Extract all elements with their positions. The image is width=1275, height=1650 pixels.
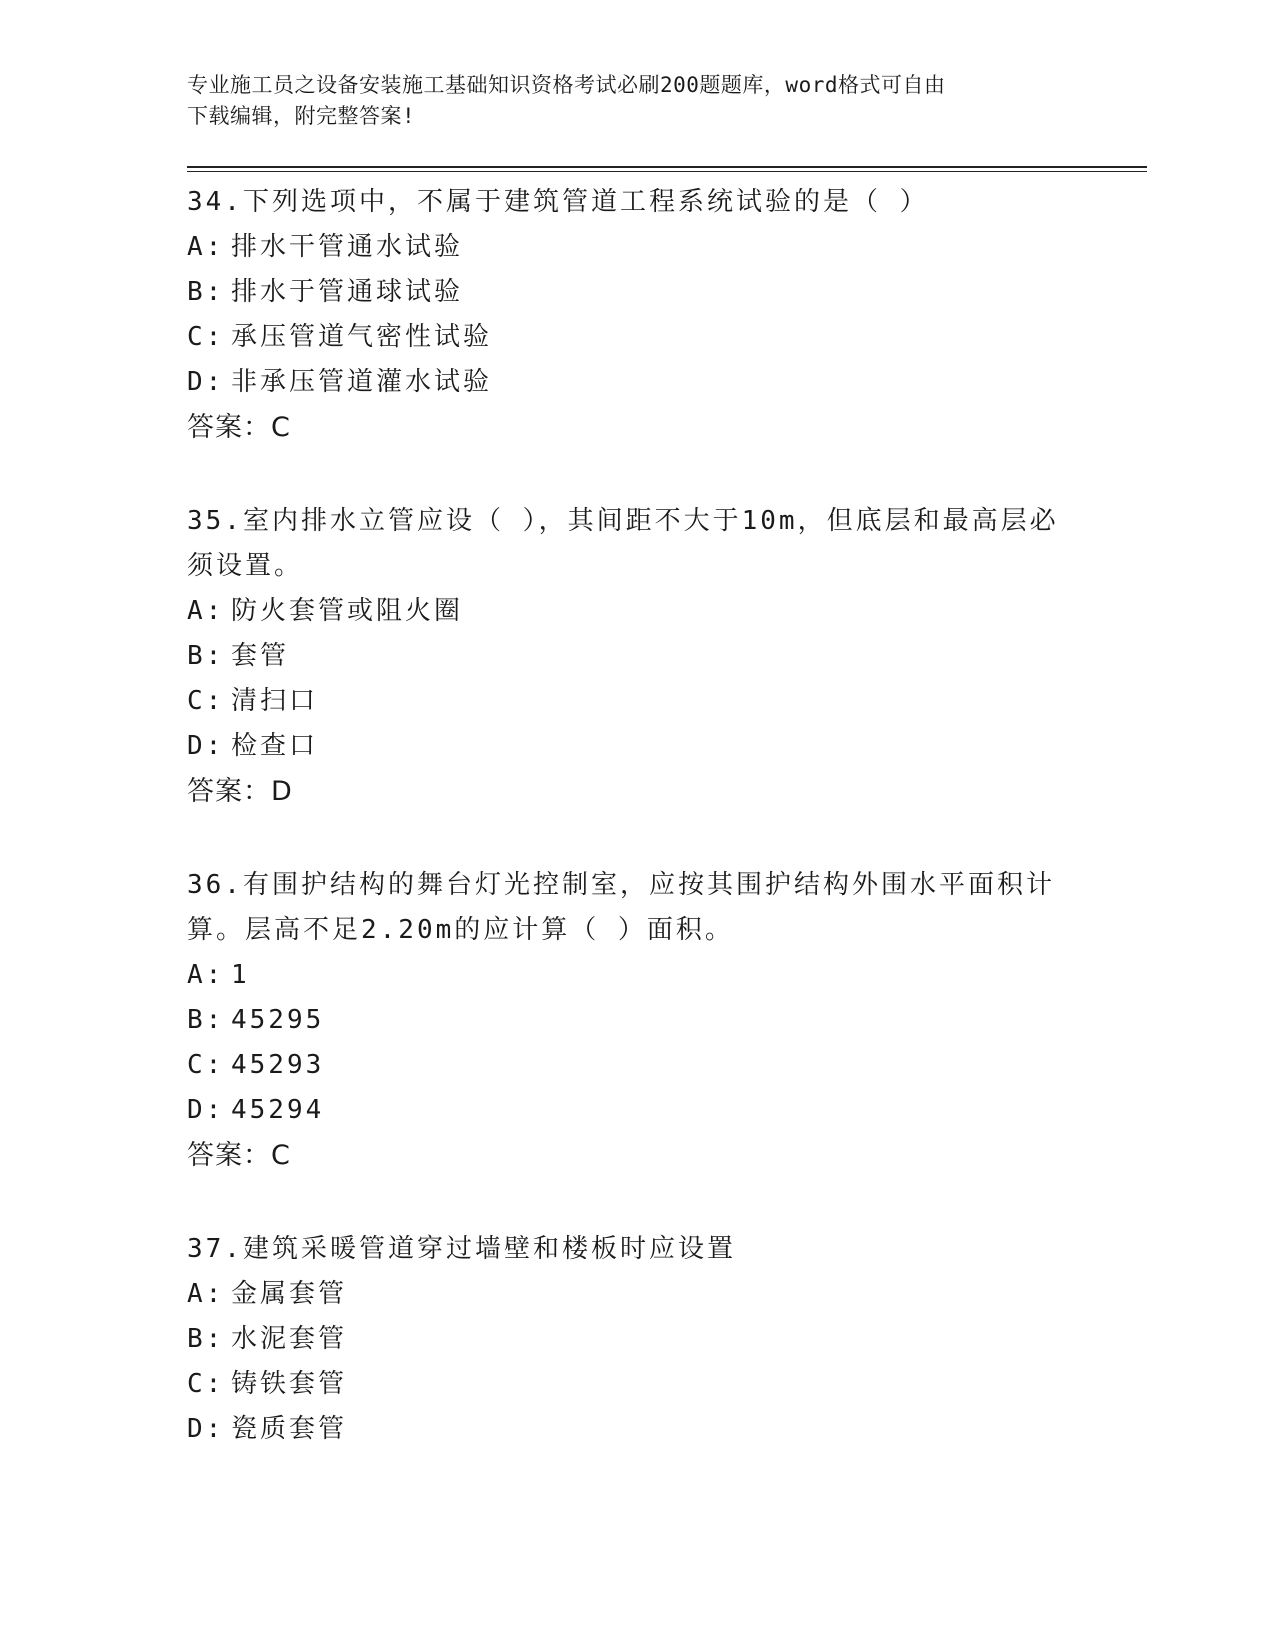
option-d (187, 360, 1147, 405)
option-text: 套管 (231, 641, 290, 671)
option-a (187, 1272, 1147, 1317)
option-text: 防火套管或阻火圈 (231, 596, 464, 626)
option-text: 排水干管通水试验 (231, 232, 464, 262)
option-text: 45294 (231, 1095, 325, 1125)
question-stem: 34.下列选项中，不属于建筑管道工程系统试验的是（ ） (187, 187, 929, 217)
question-stem: 37.建筑采暖管道穿过墙壁和楼板时应设置 (187, 1234, 736, 1264)
answer-line: 答案：D (187, 776, 293, 807)
option-d (187, 1088, 1147, 1133)
option-letter: C: (187, 1369, 225, 1399)
option-letter: B: (187, 641, 225, 671)
option-c (187, 315, 1147, 360)
option-c (187, 679, 1147, 724)
option-b (187, 270, 1147, 315)
option-letter: A: (187, 960, 225, 990)
option-letter: A: (187, 232, 225, 262)
option-b (187, 998, 1147, 1043)
option-text: 45293 (231, 1050, 325, 1080)
option-text: 铸铁套管 (231, 1369, 348, 1399)
header-line-1: 专业施工员之设备安装施工基础知识资格考试必刷200题题库，word格式可自由 (187, 73, 946, 97)
document-page (187, 70, 1147, 1500)
option-letter: A: (187, 1279, 225, 1309)
question-34 (187, 180, 1147, 451)
option-d (187, 1407, 1147, 1452)
option-letter: C: (187, 686, 225, 716)
option-text: 检查口 (231, 731, 319, 761)
option-letter: B: (187, 277, 225, 307)
question-36 (187, 863, 1147, 1179)
header-divider-thin (187, 171, 1147, 172)
option-a (187, 225, 1147, 270)
option-c (187, 1043, 1147, 1088)
option-d (187, 724, 1147, 769)
header-line-2: 下载编辑，附完整答案! (187, 104, 416, 128)
option-c (187, 1362, 1147, 1407)
header-divider (187, 166, 1147, 168)
option-a (187, 953, 1147, 998)
option-text: 金属套管 (231, 1279, 348, 1309)
option-letter: C: (187, 322, 225, 352)
option-b (187, 634, 1147, 679)
question-list (187, 180, 1147, 1452)
option-letter: D: (187, 1414, 225, 1444)
option-letter: D: (187, 1095, 225, 1125)
option-text: 排水于管通球试验 (231, 277, 464, 307)
question-stem: 35.室内排水立管应设（ ），其间距不大于10m，但底层和最高层必须设置。 (187, 506, 1059, 581)
option-b (187, 1317, 1147, 1362)
question-37 (187, 1227, 1147, 1452)
answer-line: 答案：C (187, 1140, 291, 1171)
option-a (187, 589, 1147, 634)
document-header (187, 70, 1067, 132)
option-letter: C: (187, 1050, 225, 1080)
option-text: 1 (231, 960, 250, 990)
option-text: 45295 (231, 1005, 325, 1035)
option-letter: B: (187, 1324, 225, 1354)
option-text: 清扫口 (231, 686, 319, 716)
answer-line: 答案：C (187, 412, 291, 443)
option-text: 非承压管道灌水试验 (231, 367, 493, 397)
option-letter: B: (187, 1005, 225, 1035)
option-text: 瓷质套管 (231, 1414, 348, 1444)
option-text: 水泥套管 (231, 1324, 348, 1354)
option-letter: D: (187, 731, 225, 761)
option-letter: A: (187, 596, 225, 626)
question-35 (187, 499, 1147, 815)
option-text: 承压管道气密性试验 (231, 322, 493, 352)
option-letter: D: (187, 367, 225, 397)
question-stem: 36.有围护结构的舞台灯光控制室，应按其围护结构外围水平面积计算。层高不足2.20m的应计算（ ）面积。 (187, 870, 1055, 945)
